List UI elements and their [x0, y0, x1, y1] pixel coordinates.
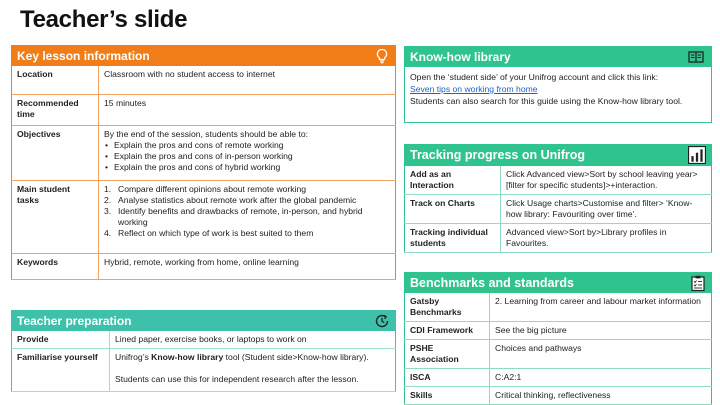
keywords-value: Hybrid, remote, working from home, online learning: [99, 253, 396, 279]
list-item: 2. Analyse statistics about remote work after the global pandemic: [104, 194, 357, 205]
knowhow-body: [404, 67, 712, 123]
benchmark-value: C:A2:1: [490, 369, 712, 387]
keywords-label: Keywords: [12, 253, 99, 279]
provide-value: Lined paper, exercise books, or laptops to work on: [110, 331, 396, 349]
knowhow-title: Know-how library: [410, 49, 511, 64]
tracking-title: Tracking progress on Unifrog: [410, 148, 586, 162]
provide-label: Provide: [12, 331, 110, 349]
tracking-value: Advanced view>Sort by>Library profiles in Favourites.: [501, 224, 712, 253]
table-row: [12, 180, 396, 253]
objectives-value: [99, 125, 396, 180]
table-row: [405, 195, 712, 224]
tracking-table: [404, 166, 712, 253]
tracking-value: Click Usage charts>Customise and filter> ‘Know-how library: Favouriting over time’.: [501, 195, 712, 224]
table-row: [405, 340, 712, 369]
table-row: [12, 125, 396, 180]
benchmark-label: ISCA: [405, 369, 490, 387]
table-row: [405, 369, 712, 387]
seven-tips-link[interactable]: Seven tips on working from home: [410, 84, 538, 94]
objectives-list: [104, 140, 390, 173]
benchmarks-panel: [404, 272, 712, 405]
key-lesson-panel: [11, 45, 396, 280]
tracking-label: Add as an Interaction: [405, 166, 501, 195]
key-lesson-header: [11, 45, 396, 66]
tasks-list: [104, 184, 390, 239]
teacher-prep-table: [11, 331, 396, 392]
clock-refresh-icon: [374, 313, 390, 329]
objectives-intro: By the end of the session, students should be able to:: [104, 128, 309, 139]
table-row: [12, 66, 396, 94]
book-icon: [686, 49, 706, 65]
tasks-label: Main student tasks: [12, 180, 99, 253]
list-item: 1. Compare different opinions about remote working: [104, 183, 307, 194]
teacher-prep-panel: [11, 310, 396, 392]
list-item: • Explain the pros and cons of hybrid working: [104, 162, 390, 173]
tracking-panel: [404, 144, 712, 253]
knowhow-panel: [404, 46, 712, 123]
location-value: Classroom with no student access to internet: [99, 66, 396, 94]
benchmark-label: Gatsby Benchmarks: [405, 293, 490, 322]
benchmark-value: Critical thinking, reflectiveness: [490, 387, 712, 405]
benchmark-label: PSHE Association: [405, 340, 490, 369]
benchmark-label: Skills: [405, 387, 490, 405]
table-row: [405, 387, 712, 405]
familiarise-label: Familiarise yourself: [12, 349, 110, 392]
teacher-prep-title: Teacher preparation: [17, 313, 132, 328]
knowhow-header: [404, 46, 712, 67]
tracking-value: Click Advanced view>Sort by school leaving year>[filter for specific students]>+interaction.: [501, 166, 712, 195]
key-lesson-table: [11, 66, 396, 280]
lightbulb-icon: [374, 48, 390, 64]
tasks-value: [99, 180, 396, 253]
location-label: Location: [12, 66, 99, 94]
table-row: [12, 253, 396, 279]
clipboard-checklist-icon: [690, 274, 706, 292]
key-lesson-title: Key lesson information: [17, 48, 150, 63]
list-item: 3. Identify benefits and drawbacks of remote, in-person, and hybrid working: [104, 205, 363, 227]
benchmark-value: 2. Learning from career and labour market information: [490, 293, 712, 322]
table-row: [12, 94, 396, 125]
list-item: • Explain the pros and cons of in-person working: [104, 151, 390, 162]
benchmark-value: Choices and pathways: [490, 340, 712, 369]
table-row: [405, 224, 712, 253]
page-title: Teacher’s slide: [20, 6, 188, 33]
teacher-prep-header: [11, 310, 396, 331]
knowhow-search-note: Students can also search for this guide using the Know-how library tool.: [410, 96, 683, 106]
benchmarks-table: [404, 293, 712, 405]
tracking-label: Tracking individual students: [405, 224, 501, 253]
benchmarks-header: [404, 272, 712, 293]
table-row: [405, 293, 712, 322]
know-how-library-bold: Know-how library: [151, 352, 224, 362]
table-row: [12, 331, 396, 349]
tracking-label: Track on Charts: [405, 195, 501, 224]
familiarise-value: Unifrog’s Know-how library tool (Student side>Know-how library). Students can use this for independent research after the lesson.: [110, 349, 396, 392]
time-value: 15 minutes: [99, 94, 396, 125]
list-item: 4. Reflect on which type of work is best suited to them: [104, 227, 314, 238]
list-item: • Explain the pros and cons of remote working: [104, 140, 390, 151]
benchmark-label: CDI Framework: [405, 322, 490, 340]
time-label: Recommended time: [12, 94, 99, 125]
knowhow-instruction: Open the ‘student side’ of your Unifrog account and click this link:: [410, 72, 659, 82]
tracking-header: [404, 144, 712, 166]
table-row: [405, 166, 712, 195]
objectives-label: Objectives: [12, 125, 99, 180]
table-row: [405, 322, 712, 340]
table-row: [12, 349, 396, 392]
benchmark-value: See the big picture: [490, 322, 712, 340]
bar-chart-icon: [688, 146, 706, 164]
benchmarks-title: Benchmarks and standards: [410, 275, 574, 290]
